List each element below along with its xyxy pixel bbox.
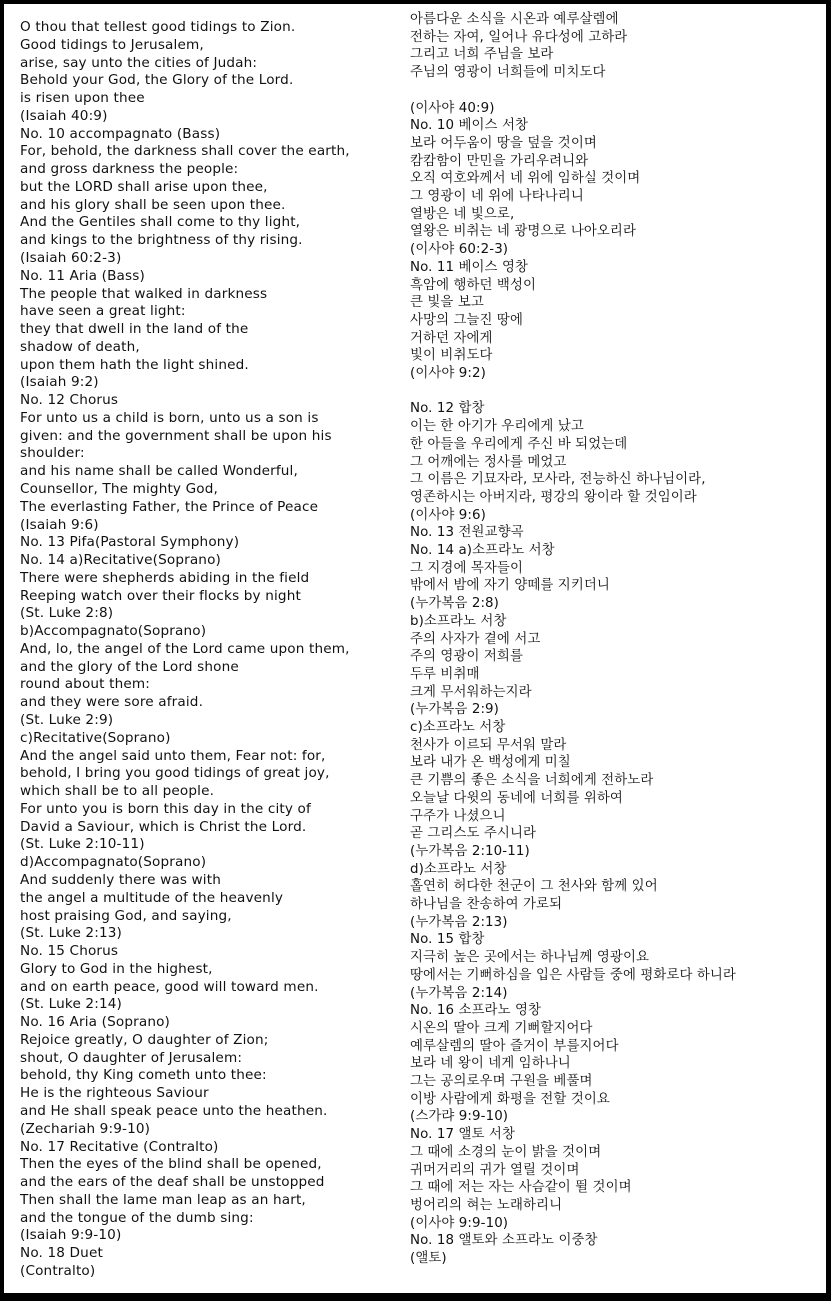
english-lyric-line: and they were sore afraid. [20,694,204,711]
korean-lyric-line: (누가복음 2:9) [410,702,499,718]
english-lyric-line: but the LORD shall arise upon thee, [20,178,268,195]
korean-lyric-line: b)소프라노 서창 [410,613,507,629]
english-lyric-line: O thou that tellest good tidings to Zion. [20,19,296,35]
korean-lyric-line: 그 지경에 목자들이 [410,560,523,576]
english-lyric-line: shadow of death, [20,338,140,355]
english-lyric-line: and the tongue of the dumb sing: [20,1209,254,1226]
english-lyric-line: Good tidings to Jerusalem, [20,36,204,53]
korean-lyric-line: No. 14 a)소프라노 서창 [410,543,555,558]
korean-lyric-line: 귀머거리의 귀가 열릴 것이며 [410,1162,580,1178]
english-lyric-line: Behold your God, the Glory of the Lord. [20,72,294,89]
korean-lyric-line: No. 12 합창 [410,401,485,417]
english-lyric-line: and kings to the brightness of thy rising. [20,232,303,249]
english-lyric-line: arise, say unto the cities of Judah: [20,54,258,71]
english-lyric-line: No. 15 Chorus [20,943,119,960]
korean-lyric-line: 오직 여호와께서 네 위에 임하실 것이며 [410,171,641,187]
english-lyric-line: round about them: [20,676,151,693]
korean-lyric-line: (스가랴 9:9-10) [410,1109,509,1125]
korean-lyric-line: d)소프라노 서창 [410,861,507,877]
korean-lyric-line: 주님의 영광이 너희들에 미치도다 [410,65,606,81]
korean-lyric-line: 그 어깨에는 정사를 메었고 [410,454,567,470]
korean-lyric-line: 한 아들을 우리에게 주신 바 되었는데 [410,436,628,452]
english-lyric-line: the angel a multitude of the heavenly [20,889,284,906]
english-lyric-line: No. 12 Chorus [20,392,119,409]
english-lyric-line: No. 10 accompagnato (Bass) [20,125,221,142]
korean-lyric-line: No. 13 전원교향곡 [410,525,524,541]
english-lyric-line: Then the eyes of the blind shall be opened, [20,1156,322,1173]
english-lyric-line: And the angel said unto them, Fear not: for, [20,747,326,764]
english-lyric-line: (Zechariah 9:9-10) [20,1120,151,1137]
korean-lyric-line: 오늘날 다윗의 동네에 너희를 위하여 [410,790,623,806]
korean-lyric-line: 보라 내가 온 백성에게 미칠 [410,755,571,771]
english-lyric-line: and the glory of the Lord shone [20,658,239,675]
english-lyric-line: c)Recitative(Soprano) [20,729,171,746]
english-lyric-line: Then shall the lame man leap as an hart, [20,1191,306,1208]
english-lyric-line: (Contralto) [20,1262,96,1279]
korean-lyric-line: No. 16 소프라노 영창 [410,1003,542,1019]
korean-lyric-line: (이사야 40:9) [410,100,495,116]
korean-lyric-line: 천사가 이르되 무서워 말라 [410,737,567,753]
english-lyric-line: d)Accompagnato(Soprano) [20,854,207,871]
korean-lyric-line: No. 17 앨토 서창 [410,1127,515,1143]
korean-lyric-line: 주의 사자가 곁에 서고 [410,631,541,647]
korean-lyric-line: 그리고 너희 주님을 보라 [410,47,554,63]
korean-lyric-line: (누가복음 2:13) [410,914,508,930]
korean-lyric-line: 캄캄함이 만민을 가리우려니와 [410,153,589,169]
korean-lyric-line: 보라 어두움이 땅을 덮을 것이며 [410,135,597,151]
english-lyric-line: (St. Luke 2:14) [20,996,123,1013]
english-lyric-line: Reeping watch over their flocks by night [20,587,301,604]
korean-lyric-line: 주의 영광이 저희를 [410,649,523,665]
english-lyric-line: have seen a great light: [20,303,186,320]
korean-lyric-line: 흑암에 행하던 백성이 [410,277,537,293]
english-lyric-line: The everlasting Father, the Prince of Peace [20,498,319,515]
english-lyric-line: and He shall speak peace unto the heathen. [20,1102,328,1119]
korean-lyric-line: (이사야 9:2) [410,366,486,381]
korean-lyric-line: No. 10 베이스 서창 [410,118,529,134]
english-lyric-line: (Isaiah 60:2-3) [20,250,122,266]
korean-lyric-line: 크게 무서워하는지라 [410,684,532,700]
korean-lyric-line: 아름다운 소식을 시온과 예루살렘에 [410,12,619,27]
korean-lyric-line: 그 때에 소경의 눈이 밝을 것이며 [410,1144,602,1160]
korean-lyric-line: 빛이 비취도다 [410,348,493,364]
english-lyric-line: and on earth peace, good will toward men. [20,978,319,995]
english-lyric-line: shoulder: [20,445,85,462]
korean-lyric-line: 하나님을 찬송하여 가로되 [410,897,563,912]
korean-lyric-line: 이는 한 아기가 우리에게 났고 [410,419,584,435]
english-lyric-line: No. 14 a)Recitative(Soprano) [20,552,221,569]
korean-lyric-line: 큰 기쁨의 좋은 소식을 너희에게 전하노라 [410,773,654,789]
english-lyric-line: and his name shall be called Wonderful, [20,463,298,480]
english-lyric-line: (Isaiah 40:9) [20,107,108,124]
korean-lyric-line: 큰 빛을 보고 [410,295,484,311]
korean-lyric-line: 이방 사람에게 화평을 전할 것이요 [410,1091,610,1107]
english-lyric-line: No. 18 Duet [20,1245,103,1262]
korean-lyric-line: No. 15 합창 [410,932,485,948]
english-lyric-line: is risen upon thee [20,90,145,107]
english-lyric-line: behold, I bring you good tidings of great joy, [20,765,330,782]
english-lyric-line: There were shepherds abiding in the field [20,569,310,586]
english-lyric-line: given: and the government shall be upon his [20,427,332,444]
korean-lyric-line: 홀연히 허다한 천군이 그 천사와 함께 있어 [410,879,658,895]
korean-lyric-line: (이사야 9:6) [410,507,486,523]
korean-lyric-line: 영존하시는 아버지라, 평강의 왕이라 할 것임이라 [410,489,697,505]
english-lyric-line: David a Saviour, which is Christ the Lord. [20,818,307,835]
korean-lyric-line: (누가복음 2:14) [410,985,508,1001]
english-lyric-line: upon them hath the light shined. [20,356,249,373]
english-lyric-line: No. 11 Aria (Bass) [20,267,145,284]
english-lyric-line: host praising God, and saying, [20,907,232,924]
korean-lyric-line: (앨토) [410,1251,447,1266]
english-lyric-line: and gross darkness the people: [20,161,239,178]
english-lyric-line: No. 16 Aria (Soprano) [20,1014,171,1031]
english-lyric-line: For unto us a child is born, unto us a son is [20,409,319,426]
korean-lyric-line: (누가복음 2:8) [410,596,499,612]
english-lyric-line: (Isaiah 9:6) [20,516,99,533]
english-lyric-line: Glory to God in the highest, [20,960,213,977]
korean-lyric-line: 곧 그리스도 주시니라 [410,826,537,842]
english-lyric-line: And, lo, the angel of the Lord came upon them, [20,640,350,657]
english-lyric-line: And suddenly there was with [20,871,221,888]
korean-lyric-line: (누가복음 2:10-11) [410,843,530,859]
english-lyric-line: No. 17 Recitative (Contralto) [20,1138,219,1155]
english-lyric-line: He is the righteous Saviour [20,1085,209,1102]
english-lyric-line: The people that walked in darkness [20,285,268,302]
korean-lyric-line: 벙어리의 혀는 노래하리니 [410,1197,563,1213]
english-lyric-line: For, behold, the darkness shall cover the earth, [20,143,350,160]
english-lyric-line: And the Gentiles shall come to thy light, [20,214,301,231]
english-lyric-line: Rejoice greatly, O daughter of Zion; [20,1031,269,1048]
korean-lyric-line: 땅에서는 기뻐하심을 입은 사람들 중에 평화로다 하니라 [410,967,736,983]
korean-lyric-line: c)소프라노 서창 [410,720,506,735]
english-lyric-line: No. 13 Pifa(Pastoral Symphony) [20,534,240,551]
korean-lyric-line: (이사야 60:2-3) [410,242,509,258]
korean-lyric-line: 거하던 자에게 [410,330,493,346]
korean-lyric-line: 지극히 높은 곳에서는 하나님께 영광이요 [410,950,650,966]
korean-lyric-line: 구주가 나셨으니 [410,808,506,824]
english-lyric-line: and his glory shall be seen upon thee. [20,196,286,213]
english-lyric-line: behold, thy King cometh unto thee: [20,1067,267,1084]
english-lyric-line: which shall be to all people. [20,783,215,800]
korean-lyric-line: 전하는 자여, 일어나 유다성에 고하라 [410,29,628,45]
english-lyric-line: Counsellor, The mighty God, [20,481,218,498]
english-lyric-line: For unto you is born this day in the city of [20,800,311,817]
korean-lyric-line: 열왕은 비취는 네 광명으로 나아오리라 [410,224,636,240]
korean-lyric-line: 밖에서 밤에 자기 양떼를 지키더니 [410,578,610,594]
english-lyric-line: (St. Luke 2:10-11) [20,836,145,853]
korean-lyric-line: (이사야 9:9-10) [410,1215,509,1231]
english-lyric-line: shout, O daughter of Jerusalem: [20,1049,243,1066]
english-lyric-line: (Isaiah 9:9-10) [20,1227,122,1244]
korean-lyric-line: 그는 공의로우며 구원을 베풀며 [410,1074,593,1089]
korean-lyric-line: 시온의 딸아 크게 기뻐할지어다 [410,1020,593,1036]
english-lyric-line: (St. Luke 2:8) [20,605,114,622]
english-lyric-line: (St. Luke 2:9) [20,712,114,729]
korean-lyric-line: 사망의 그늘진 땅에 [410,312,523,328]
korean-lyric-line: 그 이름은 기묘자라, 모사라, 전능하신 하나님이라, [410,472,706,488]
korean-lyric-line: No. 11 베이스 영창 [410,259,529,275]
english-lyric-line: they that dwell in the land of the [20,321,249,338]
english-lyric-line: (St. Luke 2:13) [20,925,123,942]
korean-lyric-line: No. 18 앨토와 소프라노 이중창 [410,1233,598,1249]
english-lyric-line: b)Accompagnato(Soprano) [20,623,207,640]
korean-lyric-line: 두루 비취매 [410,666,480,682]
korean-lyric-line: 보라 네 왕이 네게 임하나니 [410,1056,571,1072]
korean-lyric-line: 그 때에 저는 자는 사슴같이 뛸 것이며 [410,1180,632,1196]
korean-lyric-line: 열방은 네 빛으로, [410,206,515,222]
english-lyric-line: and the ears of the deaf shall be unstopped [20,1174,325,1191]
korean-lyric-line: 그 영광이 네 위에 나타나리니 [410,189,584,204]
korean-lyric-line: 예루살렘의 딸아 즐거이 부를지어다 [410,1038,619,1054]
english-lyric-line: (Isaiah 9:2) [20,374,99,391]
